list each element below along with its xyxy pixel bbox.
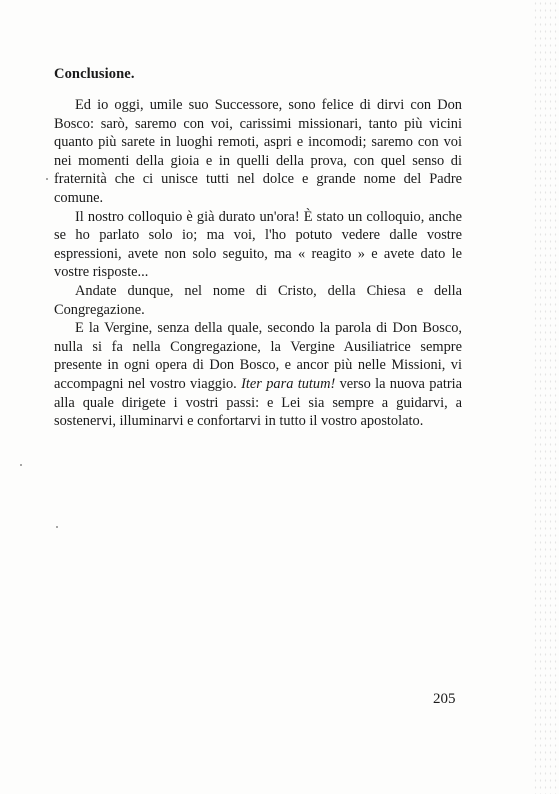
paper-speck	[56, 526, 58, 528]
section-heading: Conclusione.	[54, 66, 135, 82]
paragraph-3: Andate dunque, nel nome di Cristo, della Chiesa e della Congregazione.	[54, 282, 462, 318]
page-edge-texture	[533, 0, 559, 794]
body-text	[54, 96, 462, 431]
paragraph-1: Ed io oggi, umile suo Successore, sono felice di dirvi con Don Bosco: sarò, saremo con voi, carissimi missionari, tanto più vicini quanto più sarete in luoghi remoti, aspri e incomodi; saremo con voi nei momenti della gioia e in quelli della prova, con quel senso di fraternità che ci unisce tutti nel dolce e grande nome del Padre comune.	[54, 97, 462, 206]
latin-phrase: Iter para tutum!	[241, 375, 336, 392]
paper-speck	[20, 464, 22, 466]
page-number: 205	[433, 691, 456, 707]
paragraph-4	[54, 319, 462, 431]
paragraph-2: Il nostro colloquio è già durato un'ora! È stato un colloquio, anche se ho parlato solo io; ma voi, l'ho potuto vedere dalle vostre espressioni, avete non solo seguito, ma « reagito » e avete dato le vostre risposte...	[54, 208, 462, 281]
paper-speck	[46, 178, 48, 180]
paragraph-4-text-end: verso la nuova patria alla quale dirigete i vostri passi: e Lei sia sempre a guidarvi, a sostenervi, illuminarvi e confortarvi in tutto il vostro apostolato.	[54, 375, 463, 430]
paragraph-4-text-start: E la Vergine, senza della quale, secondo la parola di Don Bosco, nulla si fa nella Congregazione, la Vergine Ausiliatrice sempre presente in ogni opera di Don Bosco, e ancor più nelle Missioni, vi accompagni nel vostro viaggio.	[54, 320, 462, 392]
